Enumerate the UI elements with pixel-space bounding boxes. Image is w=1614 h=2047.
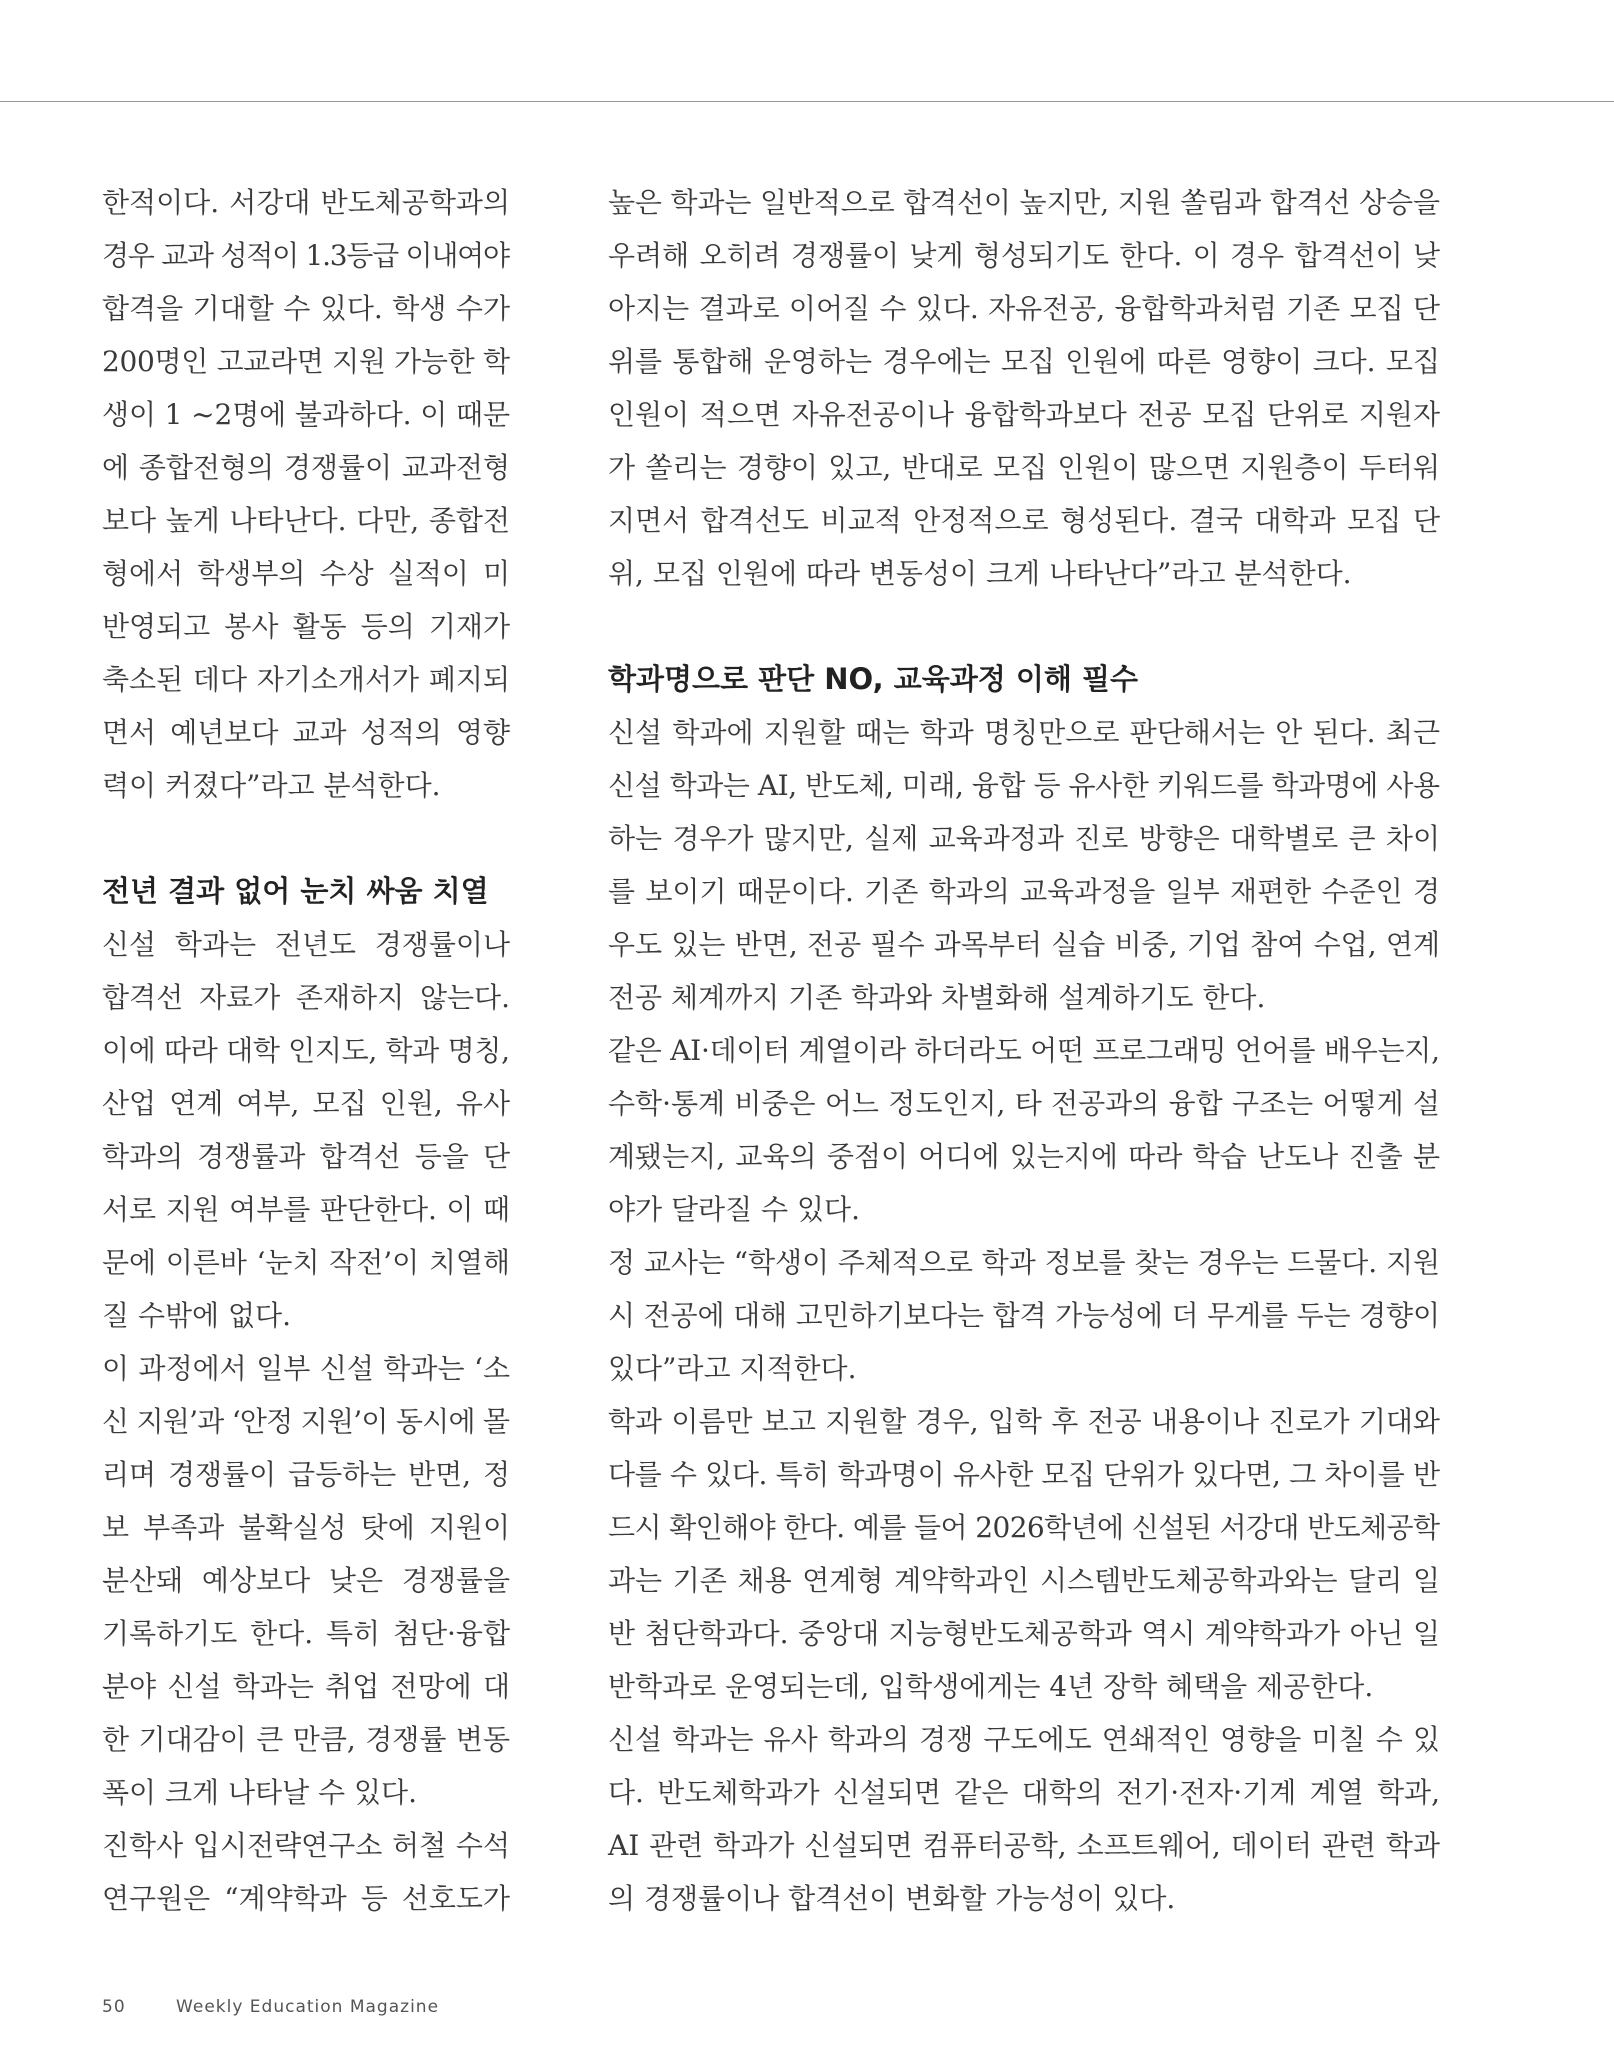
text-line: 합격을 기대할 수 있다. 학생 수가 <box>102 292 510 325</box>
text-line: 가 쏠리는 경향이 있고, 반대로 모집 인원이 많으면 지원층이 두터워 <box>608 451 1440 484</box>
text-line: 면서 예년보다 교과 성적의 영향 <box>102 716 510 749</box>
text-line: 생이 1 ~2명에 불과하다. 이 때문 <box>102 398 510 431</box>
text-line: 과는 기존 채용 연계형 계약학과인 시스템반도체공학과와는 달리 일 <box>608 1564 1440 1597</box>
text-line: 반학과로 운영되는데, 입학생에게는 4년 장학 혜택을 제공한다. <box>608 1670 1374 1703</box>
text-line: 하는 경우가 많지만, 실제 교육과정과 진로 방향은 대학별로 큰 차이 <box>608 822 1440 855</box>
text-line: 합격선 자료가 존재하지 않는다. <box>102 981 510 1014</box>
text-line: 높은 학과는 일반적으로 합격선이 높지만, 지원 쏠림과 합격선 상승을 <box>608 186 1440 219</box>
text-line: 드시 확인해야 한다. 예를 들어 2026학년에 신설된 서강대 반도체공학 <box>608 1511 1440 1544</box>
text-line: 신설 학과는 유사 학과의 경쟁 구도에도 연쇄적인 영향을 미칠 수 있 <box>608 1723 1440 1756</box>
text-line: 우려해 오히려 경쟁률이 낮게 형성되기도 한다. 이 경우 합격선이 낮 <box>608 239 1440 272</box>
text-line: 서로 지원 여부를 판단한다. 이 때 <box>102 1193 510 1226</box>
text-line: 위를 통합해 운영하는 경우에는 모집 인원에 따른 영향이 크다. 모집 <box>608 345 1440 378</box>
text-line: 신설 학과는 전년도 경쟁률이나 <box>102 928 510 961</box>
text-line: 반영되고 봉사 활동 등의 기재가 <box>102 610 510 643</box>
paragraph <box>608 706 1440 1024</box>
paragraph <box>608 1236 1440 1395</box>
text-line: 진학사 입시전략연구소 허철 수석 <box>102 1829 510 1862</box>
text-line: 위, 모집 인원에 따라 변동성이 크게 나타난다”라고 분석한다. <box>608 557 1352 590</box>
text-line: 를 보이기 때문이다. 기존 학과의 교육과정을 일부 재편한 수준인 경 <box>608 875 1440 908</box>
left-column <box>102 176 510 1925</box>
text-line: 축소된 데다 자기소개서가 폐지되 <box>102 663 510 696</box>
text-line: 이 과정에서 일부 신설 학과는 ‘소 <box>102 1352 510 1385</box>
text-line: 아지는 결과로 이어질 수 있다. 자유전공, 융합학과처럼 기존 모집 단 <box>608 292 1440 325</box>
paragraph <box>102 1342 510 1819</box>
text-line: 정 교사는 “학생이 주체적으로 학과 정보를 찾는 경우는 드물다. 지원 <box>608 1246 1440 1279</box>
text-line: 보다 높게 나타난다. 다만, 종합전 <box>102 504 510 537</box>
section-heading: 학과명으로 판단 NO, 교육과정 이해 필수 <box>608 662 1138 696</box>
text-line: 분야 신설 학과는 취업 전망에 대 <box>102 1670 510 1703</box>
text-line: 리며 경쟁률이 급등하는 반면, 정 <box>102 1458 510 1491</box>
text-line: 신설 학과는 AI, 반도체, 미래, 융합 등 유사한 키워드를 학과명에 사용 <box>608 769 1440 802</box>
text-line: 질 수밖에 없다. <box>102 1299 291 1332</box>
text-line: 인원이 적으면 자유전공이나 융합학과보다 전공 모집 단위로 지원자 <box>608 398 1440 431</box>
text-line: 계됐는지, 교육의 중점이 어디에 있는지에 따라 학습 난도나 진출 분 <box>608 1140 1440 1173</box>
text-line: 보 부족과 불확실성 탓에 지원이 <box>102 1511 510 1544</box>
text-line: 우도 있는 반면, 전공 필수 과목부터 실습 비중, 기업 참여 수업, 연계 <box>608 928 1440 961</box>
text-line: 에 종합전형의 경쟁률이 교과전형 <box>102 451 510 484</box>
text-line: 한 기대감이 큰 만큼, 경쟁률 변동 <box>102 1723 510 1756</box>
text-line: 분산돼 예상보다 낮은 경쟁률을 <box>102 1564 510 1597</box>
text-line: 폭이 크게 나타날 수 있다. <box>102 1776 417 1809</box>
text-line: 다. 반도체학과가 신설되면 같은 대학의 전기·전자·기계 계열 학과, <box>608 1776 1440 1809</box>
text-line: 경우 교과 성적이 1.3등급 이내여야 <box>102 239 509 272</box>
page-number: 50 <box>102 1997 126 2017</box>
paragraph <box>102 176 510 812</box>
text-line: AI 관련 학과가 신설되면 컴퓨터공학, 소프트웨어, 데이터 관련 학과 <box>608 1829 1440 1862</box>
text-line: 반 첨단학과다. 중앙대 지능형반도체공학과 역시 계약학과가 아닌 일 <box>608 1617 1440 1650</box>
text-line: 의 경쟁률이나 합격선이 변화할 가능성이 있다. <box>608 1882 1176 1915</box>
text-line: 전공 체계까지 기존 학과와 차별화해 설계하기도 한다. <box>608 981 1266 1014</box>
text-line: 시 전공에 대해 고민하기보다는 합격 가능성에 더 무게를 두는 경향이 <box>608 1299 1440 1332</box>
right-column <box>608 176 1440 1925</box>
text-line: 기록하기도 한다. 특히 첨단·융합 <box>102 1617 510 1650</box>
text-line: 연구원은 “계약학과 등 선호도가 <box>102 1882 510 1915</box>
text-line: 200명인 고교라면 지원 가능한 학 <box>102 345 510 378</box>
text-line: 력이 커졌다”라고 분석한다. <box>102 769 441 802</box>
top-divider <box>0 101 1614 102</box>
text-line: 한적이다. 서강대 반도체공학과의 <box>102 186 510 219</box>
paragraph <box>608 1713 1440 1925</box>
text-line: 다를 수 있다. 특히 학과명이 유사한 모집 단위가 있다면, 그 차이를 반 <box>608 1458 1440 1491</box>
paragraph <box>102 1819 510 1925</box>
page-footer <box>102 1997 439 2017</box>
paragraph <box>608 176 1440 600</box>
text-line: 수학·통계 비중은 어느 정도인지, 타 전공과의 융합 구조는 어떻게 설 <box>608 1087 1440 1120</box>
magazine-name: Weekly Education Magazine <box>176 1997 440 2017</box>
paragraph <box>102 918 510 1342</box>
text-line: 학과의 경쟁률과 합격선 등을 단 <box>102 1140 510 1173</box>
text-line: 있다”라고 지적한다. <box>608 1352 857 1385</box>
text-line: 문에 이른바 ‘눈치 작전’이 치열해 <box>102 1246 510 1279</box>
paragraph <box>608 1395 1440 1713</box>
text-line: 산업 연계 여부, 모집 인원, 유사 <box>102 1087 510 1120</box>
text-line: 학과 이름만 보고 지원할 경우, 입학 후 전공 내용이나 진로가 기대와 <box>608 1405 1440 1438</box>
section-heading: 전년 결과 없어 눈치 싸움 치열 <box>102 874 489 908</box>
text-line: 형에서 학생부의 수상 실적이 미 <box>102 557 510 590</box>
text-line: 신설 학과에 지원할 때는 학과 명칭만으로 판단해서는 안 된다. 최근 <box>608 716 1440 749</box>
text-line: 이에 따라 대학 인지도, 학과 명칭, <box>102 1034 510 1067</box>
paragraph <box>608 1024 1440 1236</box>
text-line: 같은 AI·데이터 계열이라 하더라도 어떤 프로그래밍 언어를 배우는지, <box>608 1034 1440 1067</box>
text-line: 지면서 합격선도 비교적 안정적으로 형성된다. 결국 대학과 모집 단 <box>608 504 1440 537</box>
text-line: 신 지원’과 ‘안정 지원’이 동시에 몰 <box>102 1405 510 1438</box>
text-line: 야가 달라질 수 있다. <box>608 1193 860 1226</box>
